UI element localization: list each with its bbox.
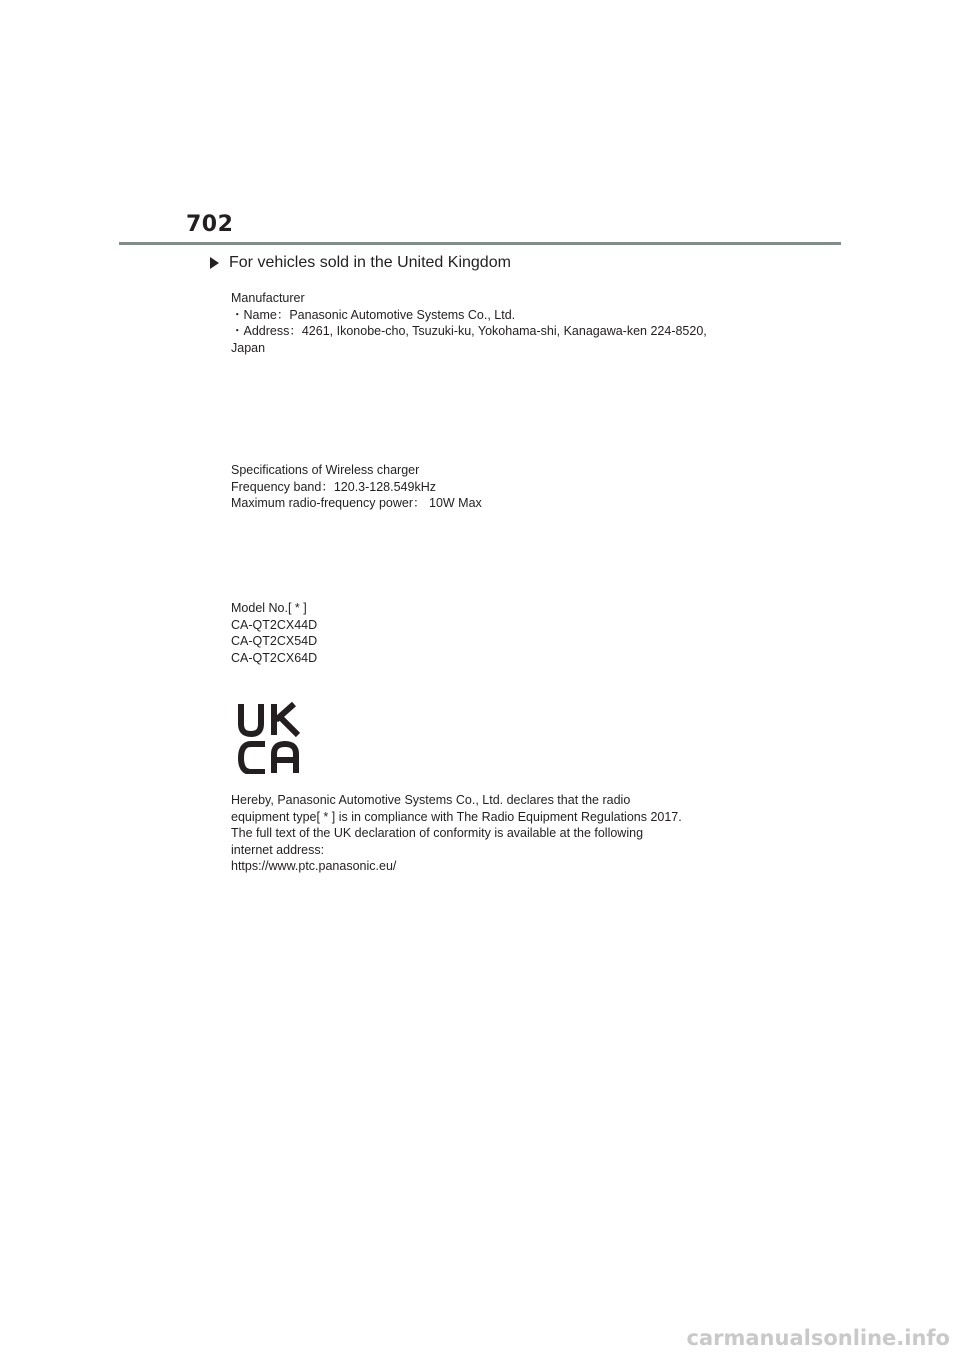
manufacturer-block bbox=[231, 290, 707, 356]
watermark: carmanualsonline.info bbox=[686, 1326, 950, 1350]
model-number-label: Model No.[ * ] bbox=[231, 601, 307, 615]
model-number-item: CA-QT2CX54D bbox=[231, 634, 318, 648]
manufacturer-address-country: Japan bbox=[231, 340, 266, 355]
model-number-item: CA-QT2CX64D bbox=[231, 650, 318, 665]
page-number: 702 bbox=[186, 212, 234, 237]
manufacturer-address: ・Address：4261, Ikonobe-cho, Tsuzuki-ku, Yokohama-shi, Kanagawa-ken 224-8520, bbox=[231, 324, 707, 338]
section-heading-text: For vehicles sold in the United Kingdom bbox=[229, 254, 511, 271]
declaration-line: internet address: bbox=[231, 842, 325, 857]
model-numbers-block bbox=[231, 600, 317, 666]
section-heading bbox=[210, 254, 511, 272]
specifications-block bbox=[231, 462, 482, 512]
declaration-line: The full text of the UK declaration of conformity is available at the following bbox=[231, 826, 644, 840]
model-number-item: CA-QT2CX44D bbox=[231, 617, 318, 632]
declaration-block bbox=[231, 792, 682, 875]
ukca-mark-icon bbox=[236, 702, 308, 774]
specifications-title: Specifications of Wireless charger bbox=[231, 463, 420, 477]
header-rule bbox=[119, 242, 841, 245]
declaration-line: equipment type[ * ] is in compliance with The Radio Equipment Regulations 2017. bbox=[231, 809, 682, 824]
declaration-line: Hereby, Panasonic Automotive Systems Co., Ltd. declares that the radio bbox=[231, 793, 631, 807]
frequency-band: Frequency band：120.3-128.549kHz bbox=[231, 479, 436, 494]
manufacturer-name: ・Name：Panasonic Automotive Systems Co., Ltd. bbox=[231, 307, 516, 322]
max-rf-power: Maximum radio-frequency power： 10W Max bbox=[231, 496, 482, 510]
declaration-url: https://www.ptc.panasonic.eu/ bbox=[231, 859, 397, 873]
manufacturer-label: Manufacturer bbox=[231, 291, 305, 305]
triangle-bullet-icon bbox=[210, 257, 219, 269]
